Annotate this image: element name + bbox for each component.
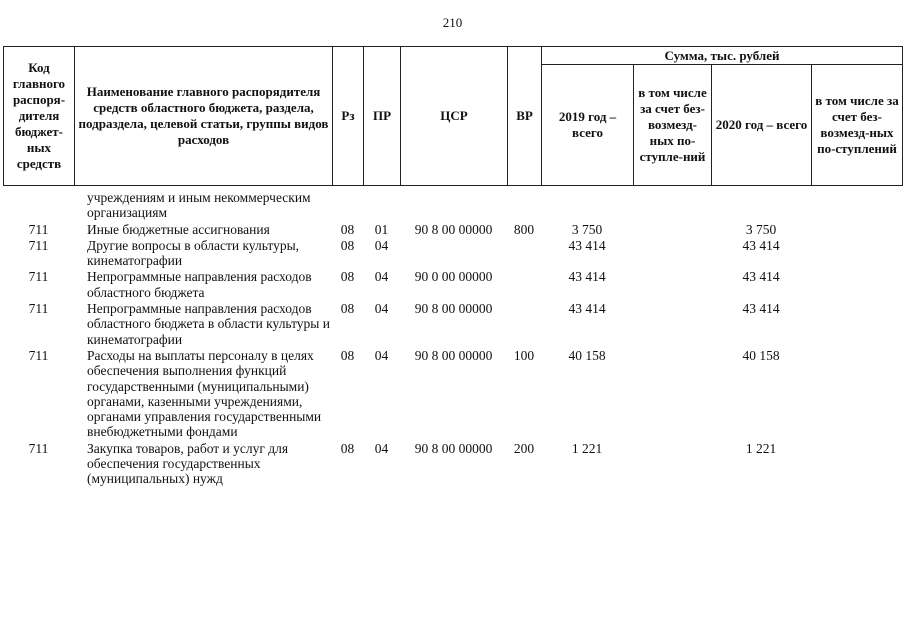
cell-rz: 08 [340, 301, 355, 317]
header-sum-group: Сумма, тыс. рублей [542, 47, 903, 65]
header-rz: Рз [333, 47, 364, 186]
cell-2019-total: 43 414 [568, 301, 606, 317]
cell-pr: 04 [374, 237, 389, 253]
cell-2019-free [633, 301, 711, 348]
cell-rz: 08 [340, 237, 355, 253]
cell-2020-total: 43 414 [742, 237, 780, 253]
header-2019-total: 2019 год – всего [542, 65, 634, 186]
cell-2019-total: 1 221 [571, 440, 603, 456]
header-pr: ПР [364, 47, 401, 186]
cell-2020-free [811, 190, 902, 222]
cell-code: 711 [28, 301, 49, 317]
cell-2019-total [541, 190, 633, 222]
cell-name: Другие вопросы в области культуры, кинематографии [87, 237, 300, 269]
cell-csr: 90 0 00 00000 [414, 269, 493, 285]
cell-csr [400, 238, 507, 270]
cell-csr: 90 8 00 00000 [414, 347, 493, 363]
cell-code: 711 [28, 440, 49, 456]
cell-name: Иные бюджетные ассигнования [87, 221, 270, 237]
cell-2019-total: 43 414 [568, 237, 606, 253]
cell-2020-free [811, 222, 902, 238]
cell-code: 711 [28, 269, 49, 285]
cell-rz: 08 [340, 269, 355, 285]
cell-vr [507, 238, 541, 270]
cell-rz: 08 [340, 440, 355, 456]
cell-name: Непрограммные направления расходов областного бюджета [87, 269, 312, 300]
cell-vr [507, 190, 541, 222]
cell-vr [507, 269, 541, 301]
cell-2019-total: 3 750 [571, 221, 603, 237]
cell-2019-free [633, 441, 711, 488]
cell-2019-free [633, 269, 711, 301]
cell-pr: 04 [374, 347, 389, 363]
page-number: 210 [442, 15, 463, 30]
cell-name: учреждениям и иным некоммерческим организациям [87, 190, 311, 221]
cell-csr: 90 8 00 00000 [414, 221, 493, 237]
cell-2020-total: 43 414 [742, 269, 780, 285]
cell-2019-free [633, 190, 711, 222]
cell-name: Непрограммные направления расходов областного бюджета в области культуры и кинематографии [87, 301, 330, 347]
header-2020-free: в том числе за счет без-возмезд-ных по-ступлений [812, 65, 903, 186]
cell-code: 711 [28, 347, 49, 363]
table-row [3, 348, 902, 441]
cell-2020-total: 43 414 [742, 301, 780, 317]
cell-name: Расходы на выплаты персоналу в целях обеспечения выполнения функций государственными (муниципальными) органами, казенными учреждениями, органами управления государственными внебюджетными фондами [87, 347, 322, 440]
cell-2020-total: 3 750 [745, 221, 777, 237]
cell-code [3, 190, 74, 222]
header-vr: ВР [508, 47, 542, 186]
table-row [3, 222, 902, 238]
cell-pr: 04 [374, 301, 389, 317]
cell-2020-free [811, 238, 902, 270]
table-row [3, 441, 902, 488]
cell-pr [363, 190, 400, 222]
cell-rz: 08 [340, 221, 355, 237]
cell-vr: 100 [513, 347, 535, 363]
cell-csr: 90 8 00 00000 [414, 440, 493, 456]
cell-2020-free [811, 269, 902, 301]
cell-code: 711 [28, 221, 49, 237]
table-row [3, 190, 902, 222]
cell-2019-free [633, 238, 711, 270]
cell-csr: 90 8 00 00000 [414, 301, 493, 317]
cell-code: 711 [28, 237, 49, 253]
cell-2020-free [811, 348, 902, 441]
budget-table-header [3, 46, 903, 186]
cell-2020-total [711, 190, 811, 222]
cell-2019-total: 43 414 [568, 269, 606, 285]
cell-name: Закупка товаров, работ и услуг для обеспечения государственных (муниципальных) нужд [87, 440, 289, 487]
cell-2020-total: 40 158 [742, 347, 780, 363]
table-row [3, 301, 902, 348]
header-code: Код главного распоря-дителя бюджет-ных средств [4, 47, 75, 186]
cell-pr: 04 [374, 440, 389, 456]
header-name: Наименование главного распорядителя средств областного бюджета, раздела, подраздела, целевой статьи, группы видов расходов [75, 47, 333, 186]
cell-2020-free [811, 301, 902, 348]
cell-vr: 200 [513, 440, 535, 456]
cell-2019-free [633, 348, 711, 441]
header-2020-total: 2020 год – всего [712, 65, 812, 186]
cell-2020-total: 1 221 [745, 440, 777, 456]
budget-table-body [3, 190, 902, 488]
cell-pr: 04 [374, 269, 389, 285]
cell-2020-free [811, 441, 902, 488]
cell-pr: 01 [374, 221, 389, 237]
cell-vr [507, 301, 541, 348]
cell-rz: 08 [340, 347, 355, 363]
cell-vr: 800 [513, 221, 535, 237]
cell-2019-free [633, 222, 711, 238]
cell-rz [332, 190, 363, 222]
table-row [3, 269, 902, 301]
header-2019-free: в том числе за счет без-возмезд-ных по-ступле-ний [634, 65, 712, 186]
header-csr: ЦСР [401, 47, 508, 186]
table-row [3, 238, 902, 270]
cell-csr [400, 190, 507, 222]
cell-2019-total: 40 158 [568, 347, 606, 363]
